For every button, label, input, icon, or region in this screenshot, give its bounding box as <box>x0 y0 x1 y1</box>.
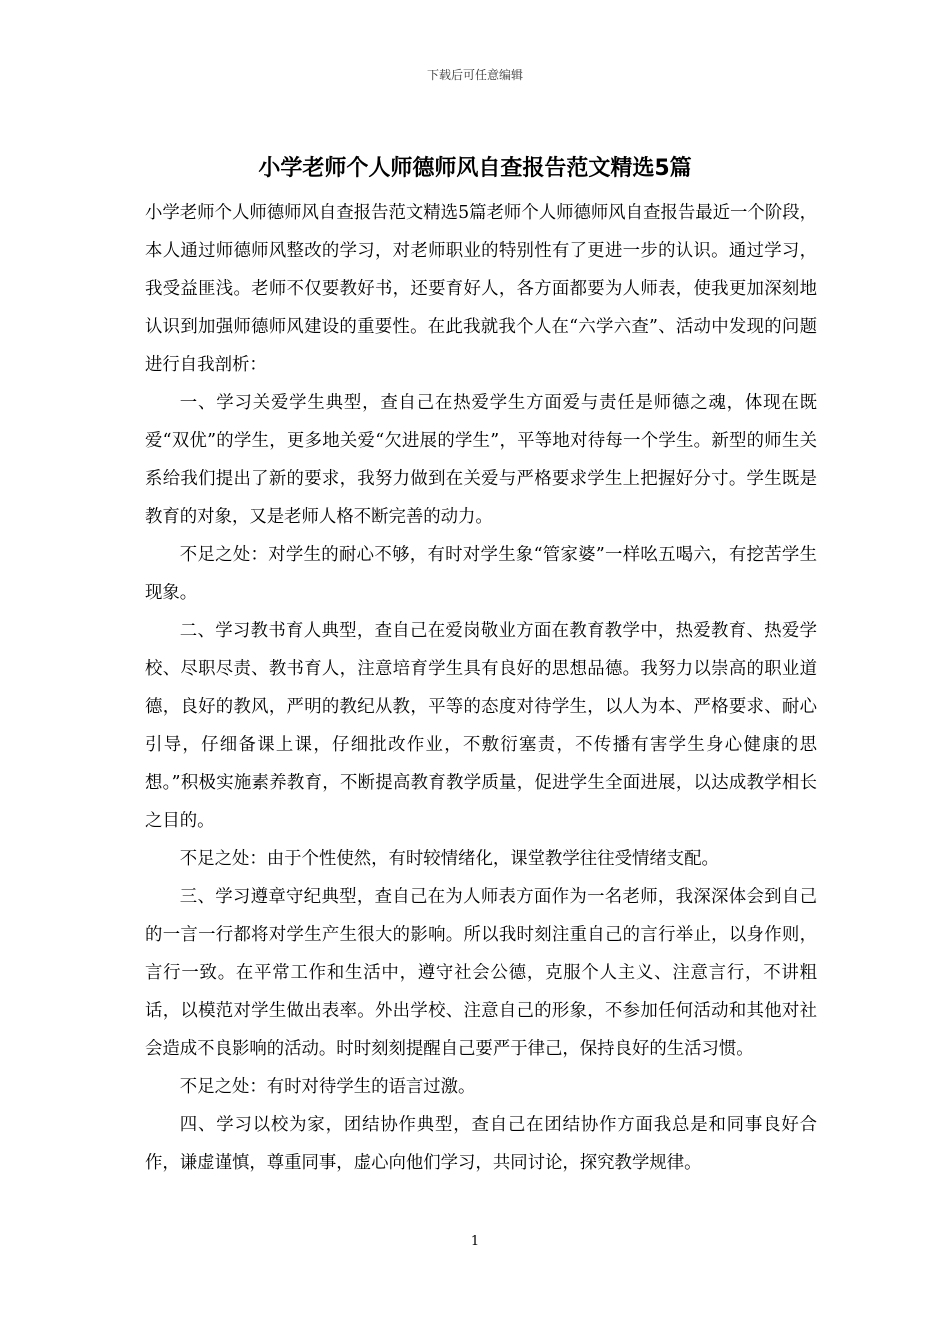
paragraph-shortcoming-two: 不足之处：由于个性使然，有时较情绪化，课堂教学往往受情绪支配。 <box>179 849 719 869</box>
paragraph-section-three: 三、学习遵章守纪典型，查自己在为人师表方面作为一名老师，我深深体会到自己的一言一行都将对学生产生很大的影响。所以我时刻注重自己的言行举止，以身作则，言行一致。在平常工作和生活中，遵守社会公德，克服个人主义、注意言行，不讲粗话，以模范对学生做出表率。外出学校、注意自己的形象，不参加任何活动和其他对社会造成不良影响的活动。时时刻刻提醒自己要严于律己，保持良好的生活习惯。 <box>145 887 817 1059</box>
paragraph-shortcoming-three: 不足之处：有时对待学生的语言过激。 <box>179 1077 476 1097</box>
document-title: 小学老师个人师德师风自查报告范文精选5篇 <box>258 156 692 181</box>
paragraph-section-one: 一、学习关爱学生典型，查自己在热爱学生方面爱与责任是师德之魂，体现在既爱“双优”的学生，更多地关爱“欠进展的学生”，平等地对待每一个学生。新型的师生关系给我们提出了新的要求，我努力做到在关爱与严格要求学生上把握好分寸。学生既是教育的对象，又是老师人格不断完善的动力。 <box>145 393 817 527</box>
header-note: 下载后可任意编辑 <box>426 68 523 82</box>
paragraph-section-four: 四、学习以校为家，团结协作典型，查自己在团结协作方面我总是和同事良好合作，谦虚谨慎，尊重同事，虚心向他们学习，共同讨论，探究教学规律。 <box>145 1115 817 1173</box>
paragraph-intro: 小学老师个人师德师风自查报告范文精选5篇老师个人师德师风自查报告最近一个阶段，本人通过师德师风整改的学习，对老师职业的特别性有了更进一步的认识。通过学习，我受益匪浅。老师不仅要教好书，还要育好人，各方面都要为人师表，使我更加深刻地认识到加强师德师风建设的重要性。在此我就我个人在“六学六查”、活动中发现的问题进行自我剖析： <box>145 203 817 375</box>
paragraph-section-two: 二、学习教书育人典型，查自己在爱岗敬业方面在教育教学中，热爱教育、热爱学校、尽职尽责、教书育人，注意培育学生具有良好的思想品德。我努力以崇高的职业道德，良好的教风，严明的教纪从教，平等的态度对待学生，以人为本、严格要求、耐心引导，仔细备课上课，仔细批改作业，不敷衍塞责，不传播有害学生身心健康的思想。”积极实施素养教育，不断提高教育教学质量，促进学生全面进展，以达成教学相长之目的。 <box>145 621 817 831</box>
page-number: 1 <box>470 1234 480 1249</box>
paragraph-shortcoming-one: 不足之处：对学生的耐心不够，有时对学生象“管家婆”一样吆五喝六，有挖苦学生现象。 <box>145 545 817 603</box>
document-body <box>145 194 817 1182</box>
